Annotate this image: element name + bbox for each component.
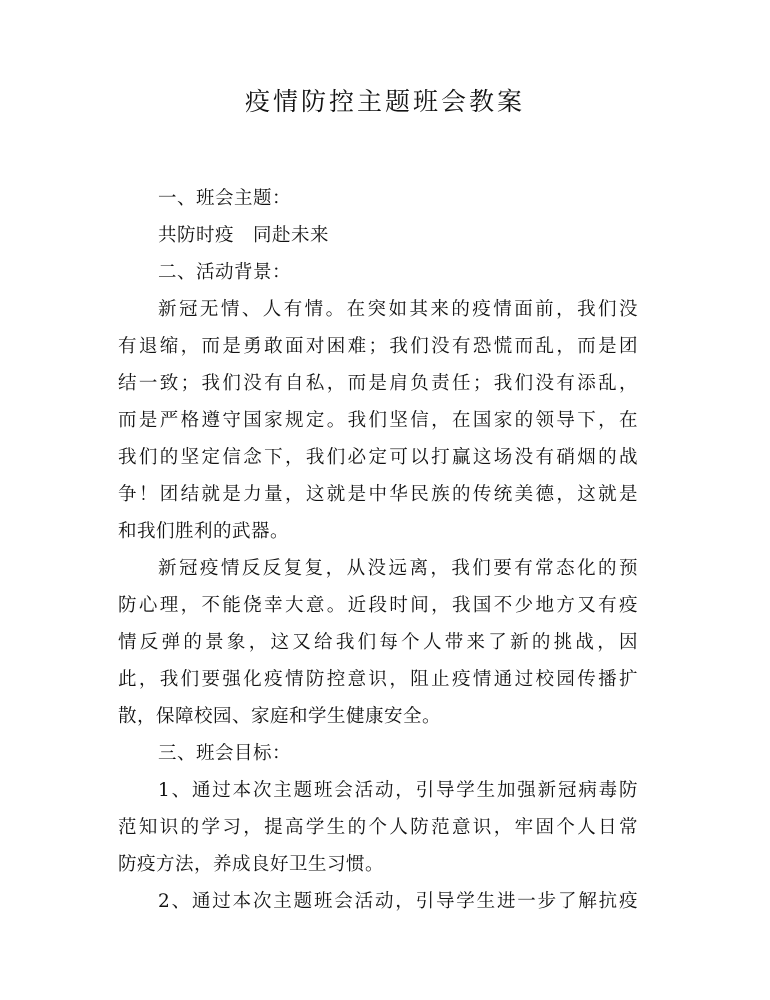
section-heading-background: 二、活动背景：	[158, 262, 292, 283]
goal-item-line: 范知识的学习，提高学生的个人防范意识，牢固个人日常	[118, 817, 638, 838]
paragraph-line: 防心理，不能侥幸大意。近段时间，我国不少地方又有疫	[118, 595, 638, 616]
paragraph-line: 结一致；我们没有自私，而是肩负责任；我们没有添乱，	[118, 373, 638, 394]
paragraph-line: 而是严格遵守国家规定。我们坚信，在国家的领导下，在	[118, 410, 638, 431]
document-body	[118, 180, 638, 920]
paragraph-line: 散，保障校园、家庭和学生健康安全。	[118, 706, 442, 727]
section-heading-theme: 一、班会主题：	[158, 188, 292, 209]
goal-item-line: 防疫方法，养成良好卫生习惯。	[118, 854, 385, 875]
goal-item-line: 2、通过本次主题班会活动，引导学生进一步了解抗疫	[158, 891, 638, 912]
paragraph-line: 争！团结就是力量，这就是中华民族的传统美德，这就是	[118, 484, 638, 505]
document-title: 疫情防控主题班会教案	[244, 87, 525, 116]
paragraph-line: 新冠疫情反反复复，从没远离，我们要有常态化的预	[158, 558, 638, 579]
paragraph-line: 新冠无情、人有情。在突如其来的疫情面前，我们没	[158, 299, 638, 320]
paragraph-line: 有退缩，而是勇敢面对困难；我们没有恐慌而乱，而是团	[118, 336, 638, 357]
paragraph-line: 此，我们要强化疫情防控意识，阻止疫情通过校园传播扩	[118, 669, 638, 690]
paragraph-line: 和我们胜利的武器。	[118, 521, 290, 542]
paragraph-line: 情反弹的景象，这又给我们每个人带来了新的挑战，因	[118, 632, 638, 653]
section-heading-goals: 三、班会目标：	[158, 743, 292, 764]
paragraph-line: 我们的坚定信念下，我们必定可以打赢这场没有硝烟的战	[118, 447, 638, 468]
theme-text: 共防时疫 同赴未来	[158, 225, 330, 246]
goal-item-line: 1、通过本次主题班会活动，引导学生加强新冠病毒防	[158, 780, 638, 801]
